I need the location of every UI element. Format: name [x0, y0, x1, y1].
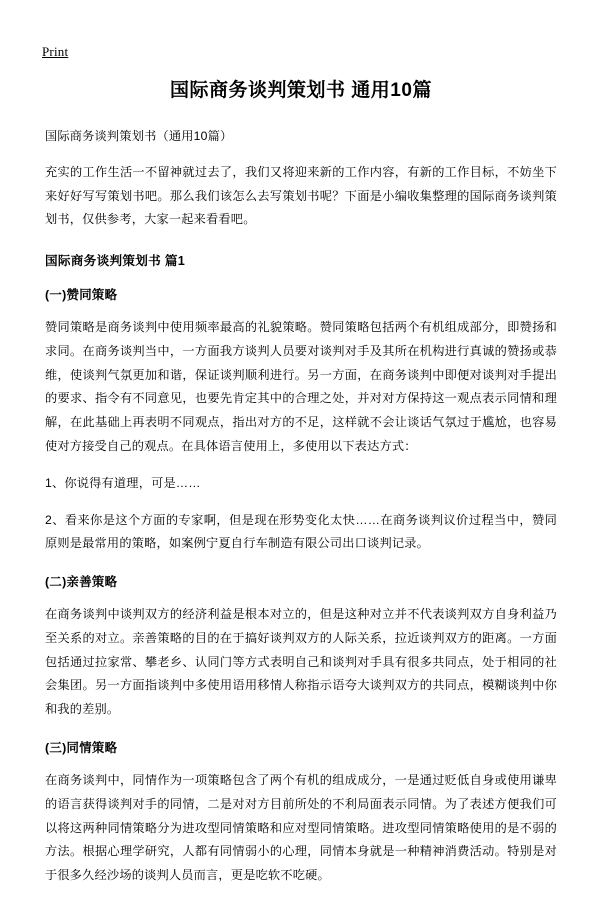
document-body: [45, 72, 557, 901]
section-heading-1: 国际商务谈判策划书 篇1: [45, 254, 186, 269]
subsection-heading-1: (一)赞同策略: [45, 288, 118, 303]
subsection-body-1: 赞同策略是商务谈判中使用频率最高的礼貌策略。赞同策略包括两个有机组成部分，即赞扬和求同。在商务谈判当中，一方面我方谈判人员要对谈判对手及其所在机构进行真诚的赞扬或恭维，使谈判气氛更加和谐，保证谈判顺利进行。另一方面，在商务谈判中即便对谈判对手提出的要求、指令有不同意见，也要先肯定其中的合理之处，并对对方保持这一观点表示同情和理解，在此基础上再表明不同观点，指出对方的不足，这样就不会让谈话气氛过于尴尬，也容易使对方接受自己的观点。在具体语言使用上，多使用以下表达方式：: [45, 320, 557, 454]
subsection-body-3: 在商务谈判中，同情作为一项策略包含了两个有机的组成成分，一是通过贬低自身或使用谦卑的语言获得谈判对手的同情，二是对对方目前所处的不利局面表示同情。为了表述方便我们可以将这两种同情策略分为进攻型同情策略和应对型同情策略。进攻型同情策略使用的是不弱的方法。根据心理学研究，人都有同情弱小的心理，同情本身就是一种精神消费活动。特别是对于很多久经沙场的谈判人员而言，更是吃软不吃硬。: [45, 773, 557, 883]
print-link[interactable]: Print: [42, 44, 69, 59]
intro-paragraph: 充实的工作生活一不留神就过去了，我们又将迎来新的工作内容，有新的工作目标，不妨坐下来好好写写策划书吧。那么我们该怎么去写策划书呢？下面是小编收集整理的国际商务谈判策划书，仅供参考，大家一起来看看吧。: [45, 164, 557, 227]
page-title: 国际商务谈判策划书 通用10篇: [170, 80, 432, 101]
document-subtitle: 国际商务谈判策划书（通用10篇）: [45, 128, 233, 143]
example-item-1: 1、你说得有道理，可是……: [45, 475, 201, 490]
subsection-heading-2: (二)亲善策略: [45, 575, 118, 590]
example-item-2: 2、看来你是这个方面的专家啊，但是现在形势变化太快……在商务谈判议价过程当中，赞同原则是最常用的策略，如案例宁夏自行车制造有限公司出口谈判记录。: [45, 512, 557, 551]
subsection-body-2: 在商务谈判中谈判双方的经济利益是根本对立的，但是这种对立并不代表谈判双方自身利益乃至关系的对立。亲善策略的目的在于搞好谈判双方的人际关系，拉近谈判双方的距离。一方面包括通过拉家常、攀老乡、认同门等方式表明自己和谈判对手具有很多共同点，处于相同的社会集团。另一方面指谈判中多使用语用移情人称指示语夸大谈判双方的共同点，模糊谈判中你和我的差别。: [45, 607, 557, 717]
subsection-heading-3: (三)同情策略: [45, 741, 118, 756]
